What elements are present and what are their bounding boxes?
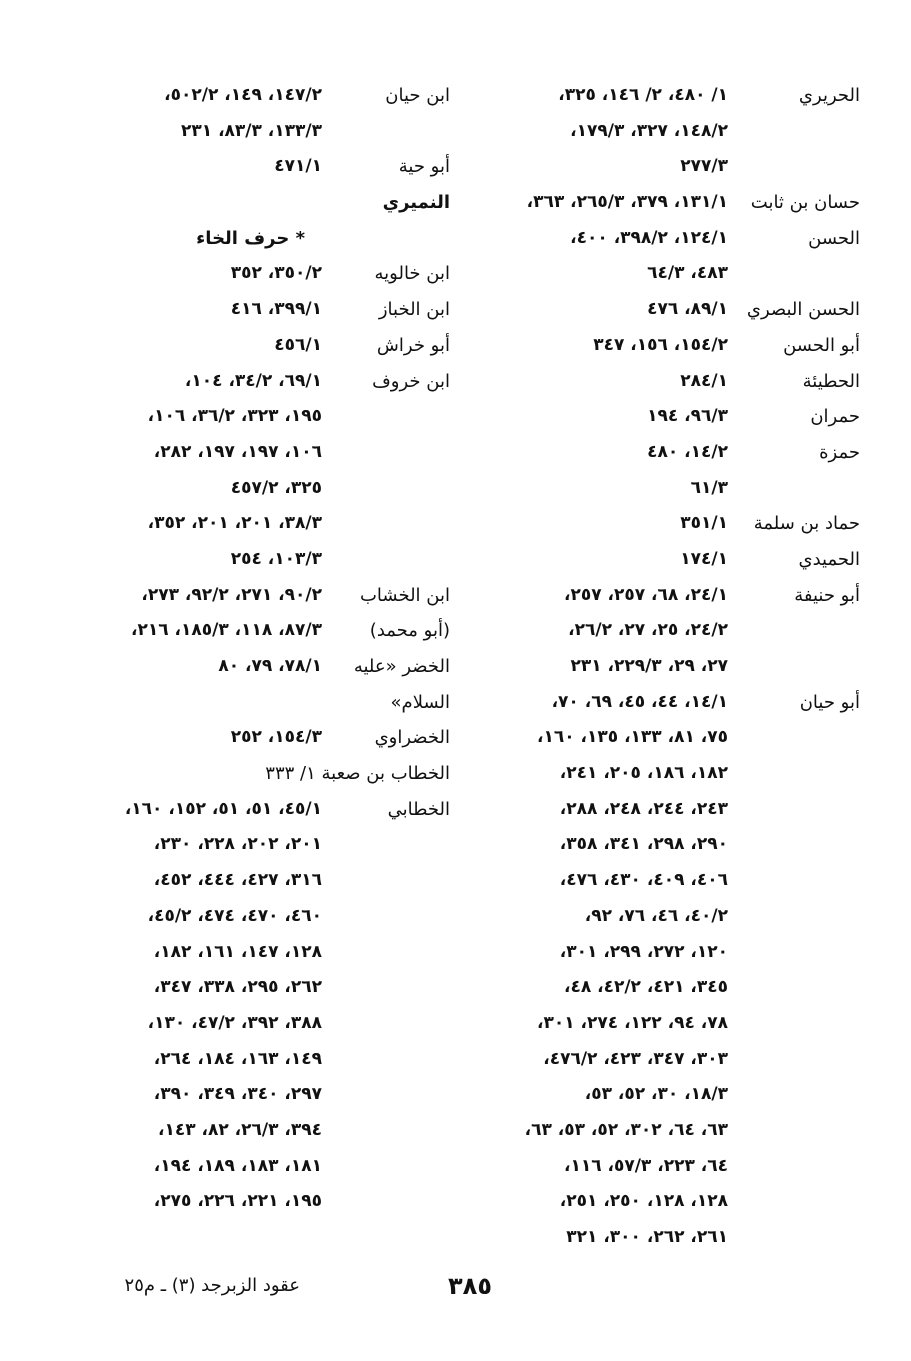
index-entry: [78, 899, 450, 935]
entry-references: ١٢٠، ٢٧٢، ٢٩٩، ٣٠١،: [559, 941, 728, 962]
index-entry: [78, 720, 450, 756]
entry-references: ٧٨، ٩٤، ١٢٢، ٢٧٤، ٣٠١،: [537, 1012, 728, 1033]
index-entry: [480, 256, 860, 292]
entry-references: ٧٨/١، ٧٩، ٨٠: [218, 656, 322, 676]
entry-references: ١٠٣/٣، ٢٥٤: [230, 548, 322, 569]
entry-name: الحريري: [798, 85, 860, 106]
entry-name: الحسن البصري: [746, 299, 860, 321]
entry-references: ١٩٥، ٣٢٣، ٣٦/٢، ١٠٦،: [147, 406, 322, 427]
index-entry: [480, 435, 860, 471]
index-entry: [78, 471, 450, 507]
entry-references: ٢٦١، ٢٦٢، ٣٠٠، ٣٢١: [566, 1227, 728, 1247]
index-entry: [480, 1184, 860, 1220]
right-index-column: [480, 78, 860, 1256]
entry-name: ابن الخباز: [378, 299, 450, 321]
entry-references: ٤٦٠، ٤٧٠، ٤٧٤، ٤٥/٢،: [147, 905, 322, 926]
entry-references: ١٤٨/٢، ٣٢٧، ١٧٩/٣،: [570, 120, 728, 141]
index-entry: [480, 185, 860, 221]
index-entry: [480, 1042, 860, 1078]
index-entry: [78, 827, 450, 863]
entry-references: ٣١٦، ٤٢٧، ٤٤٤، ٤٥٢،: [153, 870, 322, 891]
index-entry: [78, 935, 450, 971]
entry-references: ٢٧٧/٣: [680, 156, 728, 177]
index-entry: [78, 506, 450, 542]
index-entry: [480, 1077, 860, 1113]
entry-references: ١٠٦، ١٩٧، ١٩٧، ٢٨٢،: [153, 441, 322, 462]
index-entry: [78, 613, 450, 649]
entry-name: الحسن: [808, 227, 860, 249]
entry-references: ١٨١، ١٨٣، ١٨٩، ١٩٤،: [153, 1155, 322, 1176]
index-entry: [480, 685, 860, 721]
entry-references: ٢٧، ٢٩، ٢٢٩/٣، ٢٣١: [570, 656, 728, 676]
entry-references: ٢٤٣، ٢٤٤، ٢٤٨، ٢٨٨،: [559, 798, 728, 819]
entry-references: ٣٥٠/٢، ٣٥٢: [230, 263, 322, 284]
page-number: ٣٨٥: [448, 1272, 492, 1300]
section-heading: * حرف الخاء: [196, 227, 305, 249]
entry-references: ١٨/٣، ٣٠، ٥٢، ٥٣،: [584, 1084, 728, 1105]
index-entry: [480, 720, 860, 756]
index-entry: [78, 792, 450, 828]
entry-references: ٤٠٦، ٤٠٩، ٤٣٠، ٤٧٦،: [559, 870, 728, 891]
index-entry: [480, 578, 860, 614]
index-entry: [480, 792, 860, 828]
index-entry: [480, 399, 860, 435]
index-entry: [78, 578, 450, 614]
entry-references: ١٣١/١، ٣٧٩، ٢٦٥/٣، ٣٦٣،: [526, 192, 728, 213]
index-entry: [480, 649, 860, 685]
index-entry: [78, 399, 450, 435]
index-entry: [78, 292, 450, 328]
entry-references: ٣٤٥، ٤٢١، ٤٢/٢، ٤٨،: [563, 977, 728, 998]
entry-name: الخضر «عليه: [353, 656, 450, 677]
index-entry: [78, 1149, 450, 1185]
entry-references: ٩٠/٢، ٢٧١، ٩٢/٢، ٢٧٣،: [141, 584, 322, 605]
index-entry: [480, 292, 860, 328]
entry-references: ١٩٥، ٢٢١، ٢٢٦، ٢٧٥،: [153, 1191, 322, 1212]
entry-name: أبو حيان: [799, 691, 860, 713]
entry-references: ٣٨/٣، ٢٠١، ٢٠١، ٣٥٢،: [147, 513, 322, 534]
index-entry: [78, 685, 450, 721]
entry-name: أبو حنيفة: [794, 584, 860, 606]
index-entry: [480, 149, 860, 185]
entry-references: ٧٥، ٨١، ١٣٣، ١٣٥، ١٦٠،: [537, 727, 728, 748]
index-entry: [480, 613, 860, 649]
index-entry: [480, 827, 860, 863]
index-entry: [480, 471, 860, 507]
index-entry: [480, 221, 860, 257]
index-entry: [480, 1113, 860, 1149]
index-entry: [78, 328, 450, 364]
left-index-column: [78, 78, 450, 1220]
entry-name: ابن خالويه: [374, 263, 450, 285]
entry-name: ابن الخشاب: [359, 584, 450, 606]
entry-name: حماد بن سلمة: [753, 513, 860, 535]
entry-references: ١٤٧/٢، ١٤٩، ٥٠٢/٢،: [164, 85, 322, 105]
index-entry: [480, 506, 860, 542]
index-entry: [78, 756, 450, 792]
index-entry: [78, 114, 450, 150]
entry-name: الحميدي: [798, 548, 860, 570]
index-entry: [480, 899, 860, 935]
entry-references: ٢٠١، ٢٠٢، ٢٢٨، ٢٣٠،: [153, 834, 322, 855]
entry-references: ١٤٩، ١٦٣، ١٨٤، ٢٦٤،: [153, 1048, 322, 1069]
entry-references: ٣٢٥، ٤٥٧/٢: [230, 477, 322, 498]
index-entry: [78, 221, 450, 257]
entry-references: ١٤/١، ٤٤، ٤٥، ٦٩، ٧٠،: [551, 691, 728, 712]
index-entry: [78, 1077, 450, 1113]
index-entry: [480, 970, 860, 1006]
entry-references: ٦٤، ٢٢٣، ٥٧/٣، ١١٦،: [563, 1155, 728, 1176]
entry-name: (أبو محمد): [369, 620, 450, 642]
entry-references: ٤٥/١، ٥١، ٥١، ١٥٢، ١٦٠،: [124, 798, 322, 819]
entry-references: ١٣٣/٣، ٨٣/٣، ٢٣١: [181, 120, 322, 141]
entry-references: ٢٤/١، ٦٨، ٢٥٧، ٢٥٧،: [563, 584, 728, 605]
index-entry: [78, 970, 450, 1006]
entry-references: ٢٩٧، ٣٤٠، ٣٤٩، ٣٩٠،: [153, 1084, 322, 1105]
index-entry: [78, 1184, 450, 1220]
index-entry: [480, 78, 860, 114]
index-entry: [78, 1113, 450, 1149]
entry-name: حمزة: [819, 441, 860, 463]
entry-references: ١٤/٢، ٤٨٠: [647, 441, 728, 462]
index-entry: [480, 756, 860, 792]
entry-name: أبو الحسن: [783, 334, 860, 356]
index-entry: [78, 435, 450, 471]
entry-references: ٤٥٦/١: [274, 334, 322, 355]
entry-references: ١٢٨، ١٢٨، ٢٥٠، ٢٥١،: [559, 1191, 728, 1212]
entry-references: ٣٥١/١: [680, 513, 728, 534]
index-entry: [480, 863, 860, 899]
index-entry: [78, 863, 450, 899]
entry-references: ٤٨٣، ٦٤/٣: [647, 263, 728, 284]
entry-references: ٣٨٨، ٣٩٢، ٤٧/٢، ١٣٠،: [147, 1012, 322, 1033]
entry-references: ٣٠٣، ٣٤٧، ٤٢٣، ٤٧٦/٢،: [543, 1048, 728, 1069]
entry-name: الحطيئة: [802, 370, 860, 392]
index-entry: [78, 649, 450, 685]
index-entry: [480, 114, 860, 150]
entry-name: أبو خراش: [376, 334, 450, 356]
index-entry: [480, 542, 860, 578]
entry-references: ٢٦٢، ٢٩٥، ٣٣٨، ٣٤٧،: [153, 977, 322, 998]
entry-name: حمران: [810, 406, 860, 428]
entry-references: ١٢٤/١، ٣٩٨/٢، ٤٠٠،: [570, 227, 728, 248]
entry-references: ٢٩٠، ٢٩٨، ٣٤١، ٣٥٨،: [559, 834, 728, 855]
entry-references: ٢٨٤/١: [680, 370, 728, 391]
index-entry: [480, 1149, 860, 1185]
index-entry: [480, 328, 860, 364]
entry-name: حسان بن ثابت: [750, 192, 860, 214]
index-entry: [78, 78, 450, 114]
index-entry: [480, 364, 860, 400]
entry-references: ٨٧/٣، ١١٨، ١٨٥/٣، ٢١٦،: [131, 620, 322, 641]
index-entry: [78, 1042, 450, 1078]
entry-references: ١٢٨، ١٤٧، ١٦١، ١٨٢،: [153, 941, 322, 962]
index-entry: [78, 1006, 450, 1042]
index-entry: [78, 256, 450, 292]
entry-references: ١٨٢، ١٨٦، ٢٠٥، ٢٤١،: [559, 763, 728, 784]
entry-references: ٦١/٣: [690, 477, 728, 498]
entry-references: ٤٧١/١: [274, 156, 322, 177]
entry-name: الخطابي: [387, 798, 450, 820]
entry-name: ابن حيان: [385, 85, 450, 106]
index-entry: [480, 935, 860, 971]
entry-name: أبو حية: [398, 156, 450, 178]
entry-references: ١/ ٤٨٠، ٢/ ١٤٦، ٣٢٥،: [558, 85, 728, 105]
entry-references: ٣٩٤، ٢٦/٣، ٨٢، ١٤٣،: [157, 1119, 322, 1140]
entry-references: ٣٩٩/١، ٤١٦: [230, 299, 322, 320]
index-entry: [78, 185, 450, 221]
entry-name: السلام»: [390, 691, 450, 713]
index-entry: [78, 364, 450, 400]
entry-references: ٩٦/٣، ١٩٤: [647, 406, 728, 427]
entry-references: ٤٠/٢، ٤٦، ٧٦، ٩٢،: [584, 905, 728, 926]
entry-references: ١٥٤/٢، ١٥٦، ٣٤٧: [593, 334, 728, 355]
entry-references: ٦٣، ٦٤، ٣٠٢، ٥٢، ٥٣، ٦٣،: [524, 1119, 728, 1140]
entry-name: الخطاب بن صعبة ١/ ٣٣٣: [265, 763, 450, 785]
entry-references: ٦٩/١، ٣٤/٢، ١٠٤،: [184, 370, 322, 391]
entry-name: الخضراوي: [374, 727, 450, 749]
entry-references: ١٥٤/٣، ٢٥٢: [230, 727, 322, 748]
entry-references: ٨٩/١، ٤٧٦: [647, 299, 728, 320]
index-entry: [480, 1220, 860, 1256]
index-entry: [78, 542, 450, 578]
entry-name: النميري: [382, 192, 450, 214]
book-footer-title: عقود الزبرجد (٣) ـ م٢٥: [124, 1275, 300, 1296]
index-entry: [78, 149, 450, 185]
index-entry: [480, 1006, 860, 1042]
entry-name: ابن خروف: [372, 370, 450, 392]
entry-references: ٢٤/٢، ٢٥، ٢٧، ٢٦/٢،: [568, 620, 728, 641]
entry-references: ١٧٤/١: [680, 548, 728, 569]
